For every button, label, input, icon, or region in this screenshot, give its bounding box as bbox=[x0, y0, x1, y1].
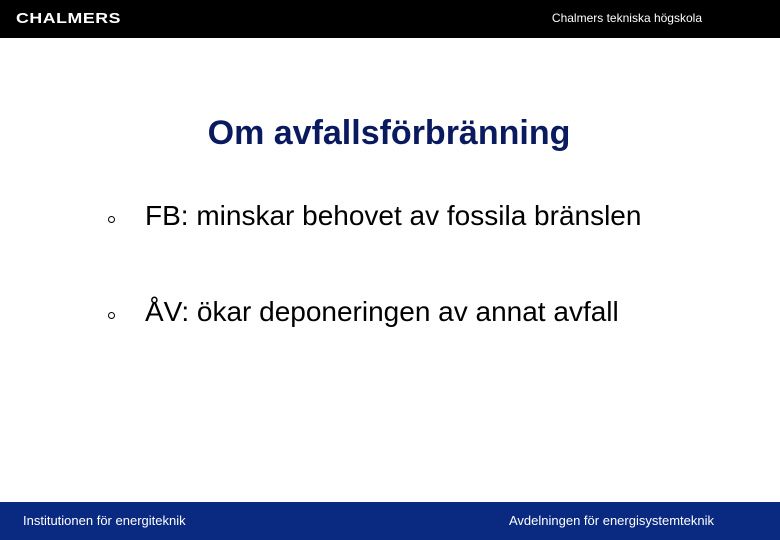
bullet-text: ÅV: ökar deponeringen av annat avfall bbox=[145, 296, 619, 327]
bullet-item bbox=[108, 294, 728, 330]
slide-title: Om avfallsförbränning bbox=[207, 114, 571, 152]
footer-division: Avdelningen för energisystemteknik bbox=[509, 513, 714, 528]
school-name: Chalmers tekniska högskola bbox=[551, 11, 702, 25]
bullet-item bbox=[108, 198, 728, 234]
bullet-list bbox=[108, 198, 728, 330]
bullet-dot-icon bbox=[108, 216, 115, 223]
bullet-text: FB: minskar behovet av fossila bränslen bbox=[145, 200, 642, 231]
footer-institution: Institutionen för energiteknik bbox=[23, 513, 186, 528]
bullet-dot-icon bbox=[108, 312, 115, 319]
chalmers-logo: CHALMERS bbox=[16, 10, 122, 27]
footer-bar bbox=[0, 502, 780, 540]
top-bar bbox=[0, 0, 780, 38]
